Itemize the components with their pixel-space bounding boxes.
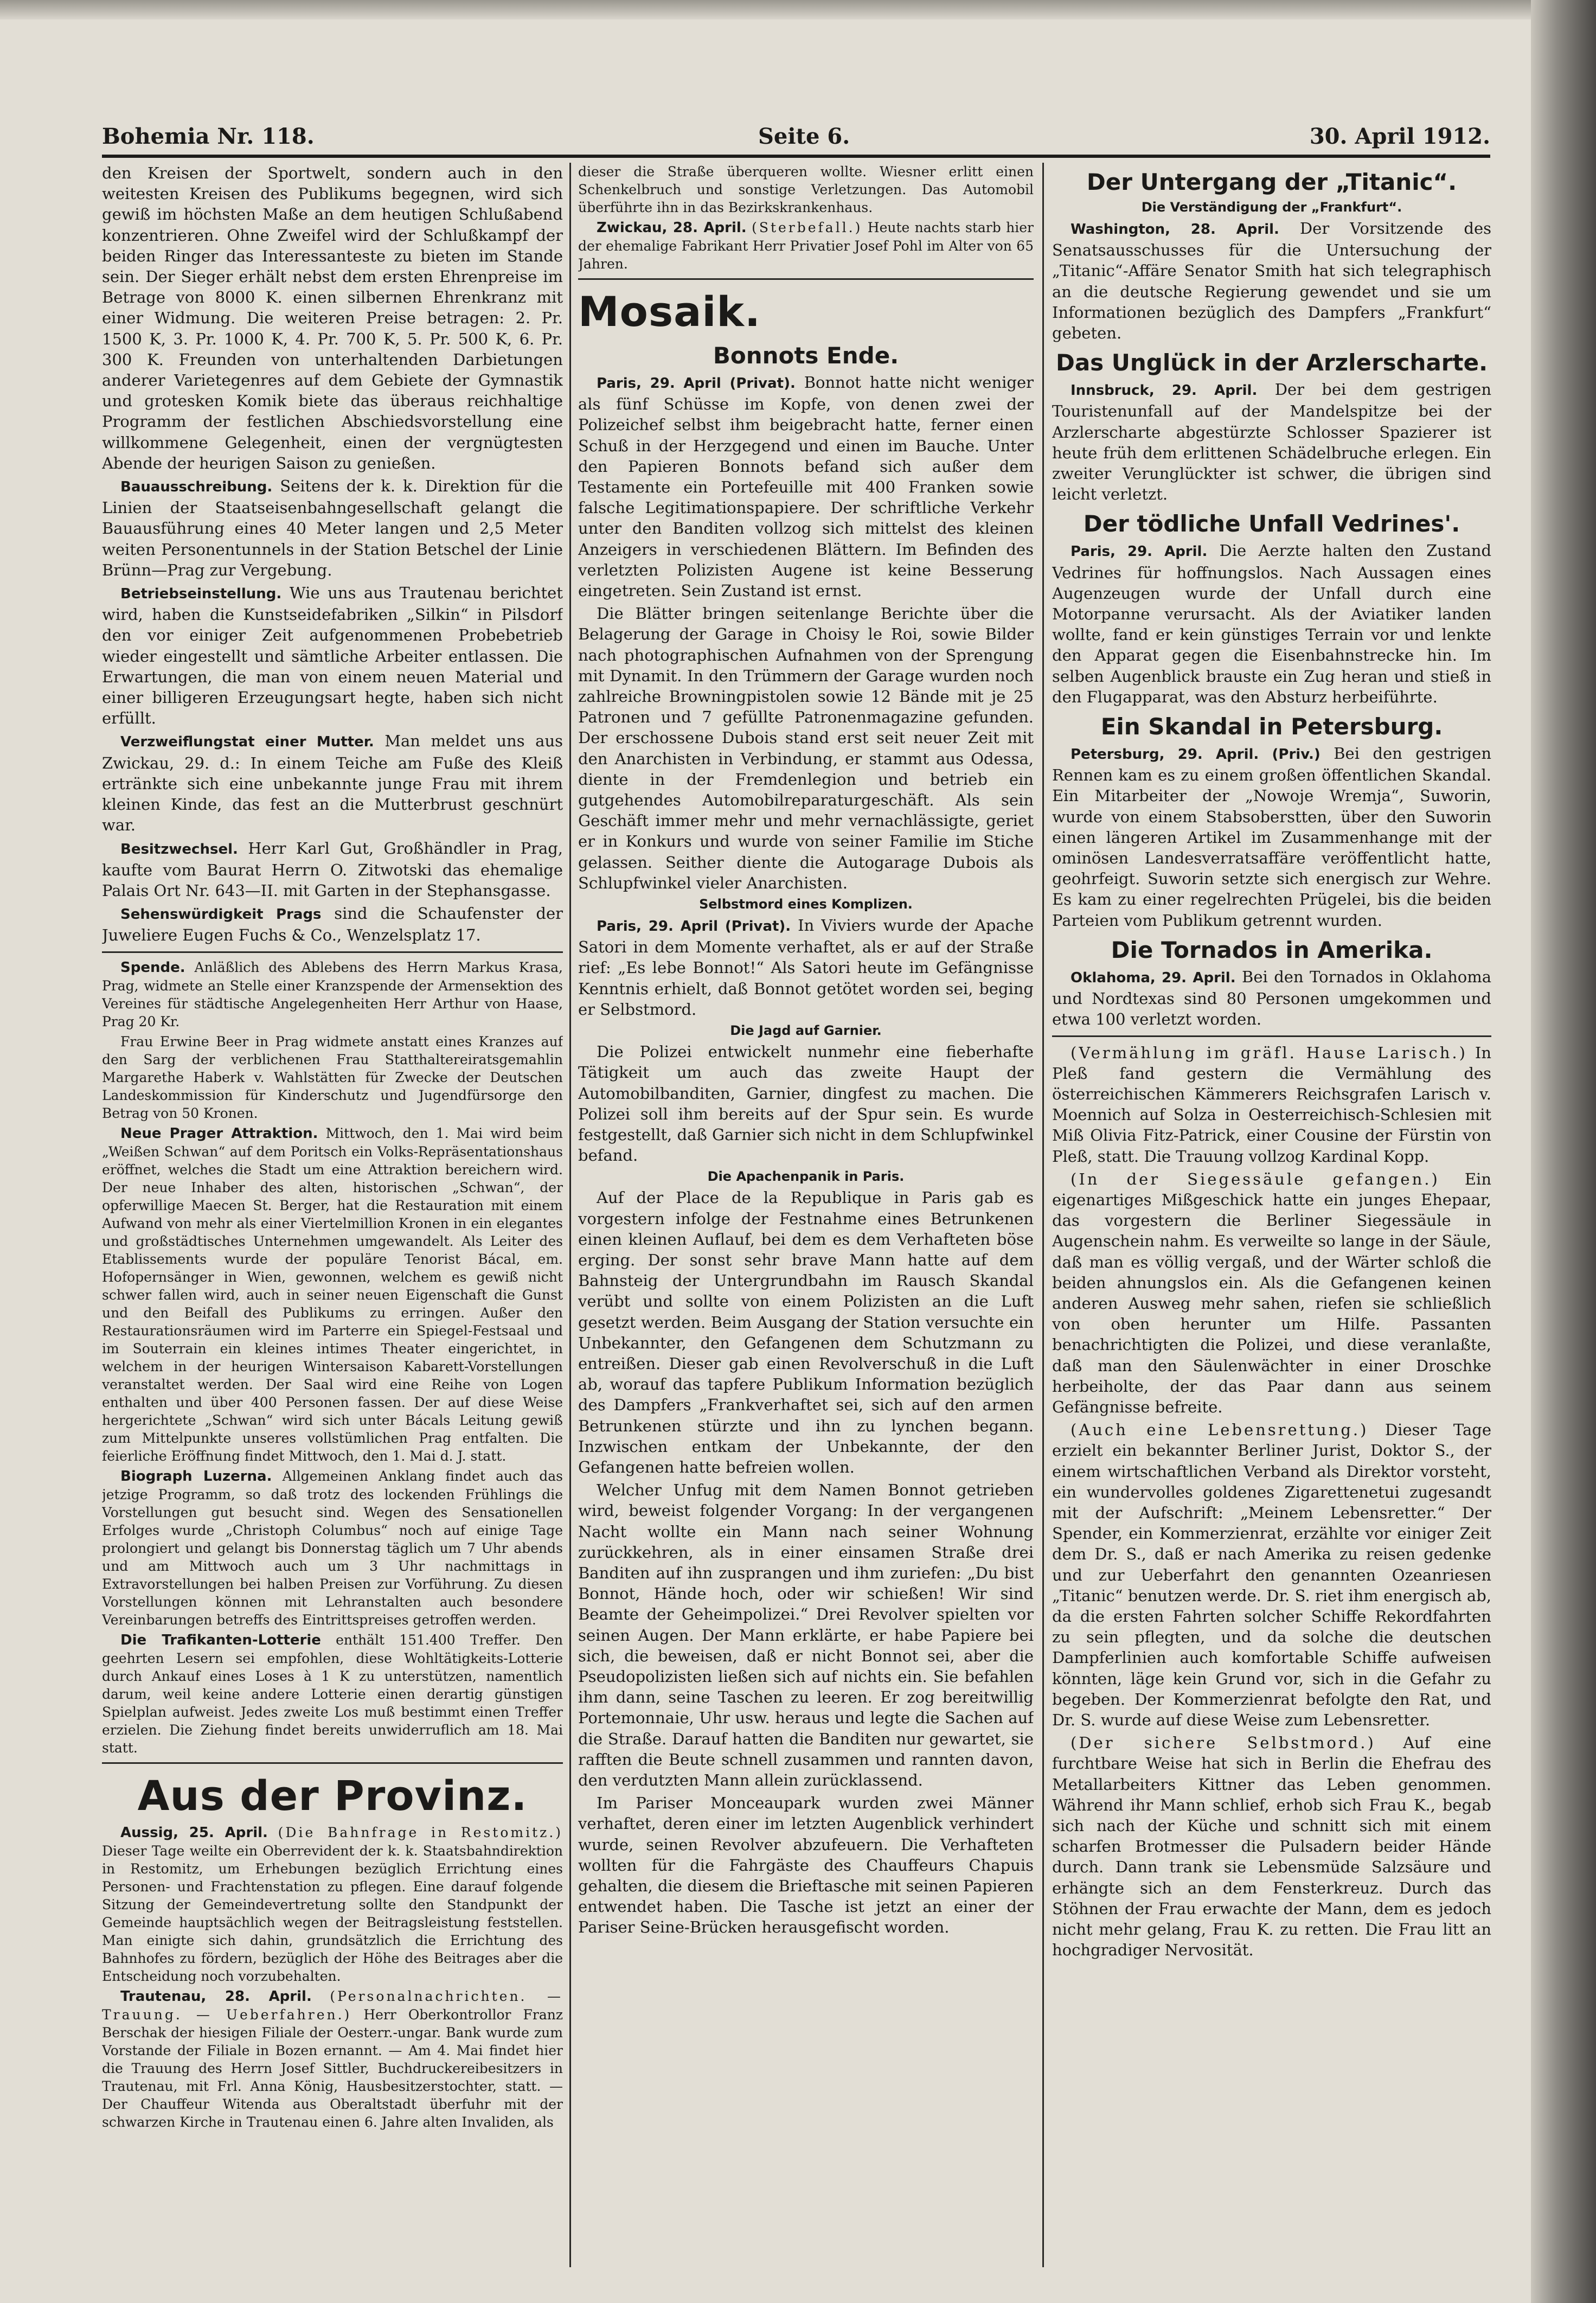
article-paragraph: Betriebseinstellung. Wie uns aus Trautenau berichtet wird, haben die Kunstseidefabriken „Silkin“ in Pilsdorf den vor einiger Zeit aufgenommenen Probebetrieb wieder eingestellt und sämtliche Arbeiter entlassen. Die Erwartungen, die man von einem neuen Material und einer billigeren Erzeugungsart hegte, haben sich nicht erfüllt. <box>102 584 563 728</box>
article-paragraph: Frau Erwine Beer in Prag widmete anstatt eines Kranzes auf den Sarg der verblichenen Frau Statthaltereiratsgemahlin Margarethe Haberk v. Wahlstätten für Zwecke der Deutschen Landeskommission für Kinderschutz und Jugendfürsorge den Betrag von 50 Kronen. <box>102 1033 563 1121</box>
article-paragraph: Verzweiflungstat einer Mutter. Man meldet uns aus Zwickau, 29. d.: In einem Teiche am Fuße des Kleiß ertränkte sich eine unbekannte junge Frau mit ihrem kleinen Kinde, das fest an die Mutterbrust geschnürt war. <box>102 732 563 835</box>
column-divider-1 <box>569 163 571 2267</box>
page-header <box>102 124 1490 156</box>
article-paragraph: Washington, 28. April. Der Vorsitzende des Senatsausschusses für die Untersuchung der „Titanic“-Affäre Senator Smith hat sich telegraphisch an die deutsche Regierung gewendet und sie um Informationen bezüglich des Dampfers „Frankfurt“ gebeten. <box>1052 219 1491 343</box>
article-paragraph: Die Blätter bringen seitenlange Berichte über die Belagerung der Garage in Choisy le Roi, sowie Bilder nach photographischen Aufnahmen von der Sprengung mit Dynamit. In den Trümmern der Garage wurden noch zahlreiche Browningpistolen sowie 12 Bände mit je 25 Patronen und 7 gefüllte Patronenmagazine gefunden. Der erschossene Dubois stand erst seit neuer Zeit mit den Anarchisten in Verbindung, er stammt aus Odessa, diente in der Fremdenlegion und betrieb ein gutgehendes Automobilreparaturgeschäft. Als sein Geschäft immer mehr und mehr vernachlässigte, geriet er in Konkurs und wurde von seiner Familie im Stiche gelassen. Seither diente die Autogarage Dubois als Schlupfwinkel vieler Anarchisten. <box>578 604 1034 892</box>
article-paragraph: (In der Siegessäule gefangen.) Ein eigenartiges Mißgeschick hatte ein junges Ehepaar, das vorgestern die Berliner Siegessäule in Augenschein nahm. Es verweilte so lange in der Säule, daß man es völlig vergaß, und der Wärter schloß die beiden ahnungslos ein. Als die Gefangenen keinen anderen Ausweg mehr sahen, riefen sie schließlich von oben herunter um Hilfe. Passanten benachrichtigten die Polizei, und diese veranlaßte, daß man den Säulenwächter in einer Droschke herbeiholte, der das Paar dann aus seinem Gefängnisse befreite. <box>1052 1169 1491 1416</box>
article-paragraph: Paris, 29. April (Privat). In Viviers wurde der Apache Satori in dem Momente verhaftet, als er auf der Straße rief: „Es lebe Bonnot!“ Als Satori heute im Gefängnisse Kenntnis erhielt, daß Bonnot getötet worden sei, beging er Selbstmord. <box>578 916 1034 1019</box>
masthead-issue: Bohemia Nr. 118. <box>102 124 315 149</box>
article-paragraph: Die Polizei entwickelt nunmehr eine fieberhafte Tätigkeit um auch das zweite Haupt der Automobilbanditen, Garnier, dingfest zu machen. Die Polizei soll ihm bereits auf der Spur sein. Es wurde festgestellt, daß Garnier sich nicht in dem Schlupfwinkel befand. <box>578 1042 1034 1165</box>
article-paragraph: Innsbruck, 29. April. Der bei dem gestrigen Touristenunfall auf der Mandelspitze bei der Arzlerscharte abgestürzte Schlosser Spazierer ist heute früh dem erlittenen Schädelbruche erlegen. Ein zweiter Verunglückter ist schwer, die übrigen sind leicht verletzt. <box>1052 380 1491 504</box>
headline-titanic: Der Untergang der „Titanic“. <box>1086 169 1457 195</box>
article-paragraph: Neue Prager Attraktion. Mittwoch, den 1. Mai wird beim „Weißen Schwan“ auf dem Poritsch ein Volks-Repräsentationshaus eröffnet, welches die Stadt um eine Attraktion bereichern wird. Der neue Inhaber des alten, historischen „Schwan“, der opferwillige Maecen St. Berger, hat die Restauration mit einem Aufwand von mehr als einer Viertelmillion Kronen in ein elegantes und großstädtisches Unternehmen umgewandelt. Als Leiter des Etablissements wurde der populäre Tenorist Bácal, em. Hofopernsänger in Wien, gewonnen, welchem es gewiß nicht schwer fallen wird, auch in seiner neuen Eigenschaft die Gunst und den Beifall des Publikums zu erringen. Außer den Restaurationsräumen wird im Parterre ein Spiegel-Festsaal und im Souterrain ein kleines intimes Theater eingerichtet, in welchem in der heurigen Wintersaison Kabarett-Vorstellungen veranstaltet werden. Der Saal wird eine Reihe von Logen enthalten und über 400 Personen fassen. Der auf diese Weise hergerichtete „Schwan“ wird sich unter Bácals Leitung gewiß zum Mittelpunkte unseres vollstümlichen Prag entfalten. Die feierliche Eröffnung findet Mittwoch, den 1. Mai d. J. statt. <box>102 1125 563 1464</box>
section-rule <box>102 951 563 953</box>
article-paragraph: Besitzwechsel. Herr Karl Gut, Großhändler in Prag, kaufte vom Baurat Herrn O. Zitwotski das ehemalige Palais Ort Nr. 643—II. mit Garten in der Stephansgasse. <box>102 839 563 900</box>
article-paragraph: Petersburg, 29. April. (Priv.) Bei den gestrigen Rennen kam es zu einem großen öffentlichen Skandal. Ein Mitarbeiter der „Nowoje Wremja“, Suworin, wurde von einem Stabsoberstten, über den Suworin einen längeren Artikel im Zusammenhange mit der ominösen Landesverratsaffäre veröffentlicht hatte, geohrfeigt. Suworin setzte sich energisch zur Wehre. Es kam zu einer regelrechten Prügelei, bis die beiden Parteien vom Publikum getrennt wurden. <box>1052 744 1491 930</box>
column-2 <box>578 163 1034 2267</box>
headline-arzlerscharte: Das Unglück in der Arzlerscharte. <box>1055 349 1488 376</box>
page-number: Seite 6. <box>758 124 850 149</box>
subhead-apachen: Die Apachenpanik in Paris. <box>707 1169 905 1185</box>
article-paragraph: Trautenau, 28. April. (Personalnachrichten. — Trauung. — Ueberfahren.) Herr Oberkontrollor Franz Berschak der hiesigen Filiale der Oesterr.-ungar. Bank wurde zum Vorstande der Filiale in Bozen ernannt. — Am 4. Mai findet hier die Trauung des Herrn Josef Sittler, Buchdruckereibesitzers in Trautenau, mit Frl. Anna König, Hausbesitzerstochter, statt. — Der Chauffeur Witenda aus Oberaltstadt überfuhr mit der schwarzen Kirche in Trautenau einen 6. Jahre alten Invaliden, als <box>102 1988 563 2130</box>
article-paragraph: Zwickau, 28. April. (Sterbefall.) Heute nachts starb hier der ehemalige Fabrikant Herr Privatier Josef Pohl im Alter von 65 Jahren. <box>578 220 1034 272</box>
headline-petersburg: Ein Skandal in Petersburg. <box>1100 713 1443 740</box>
article-paragraph: Spende. Anläßlich des Ablebens des Herrn Markus Krasa, Prag, widmete an Stelle einer Kranzspende der Armensektion des Vereines für städtische Angelegenheiten Herr Arthur von Haase, Prag 20 Kr. <box>102 959 563 1029</box>
section-title-provinz: Aus der Provinz. <box>137 1771 528 1820</box>
subhead-garnier: Die Jagd auf Garnier. <box>730 1023 882 1039</box>
article-paragraph: Paris, 29. April (Privat). Bonnot hatte nicht weniger als fünf Schüsse im Kopfe, von denen zwei der Polizeichef selbst ihm beigebracht hatte, ferner einen Schuß in der Herzgegend und einen im Bauche. Unter den Papieren Bonnots befand sich außer dem Testamente ein Portefeuille mit 400 Franken sowie falsche Legitimationspapiere. Der schriftliche Verkehr unter den Banditen vollzog sich mittelst des kleinen Anzeigers in verschiedenen Blättern. Im Befinden des verletzten Polizisten Augene ist keine Besserung eingetreten. Sein Zustand ist ernst. <box>578 373 1034 600</box>
section-rule <box>578 278 1034 280</box>
article-paragraph: Im Pariser Monceaupark wurden zwei Männer verhaftet, deren einer im letzten Augenblick verhindert wurde, seinen Revolver abzufeuern. Die Verhafteten wollten für die Fahrgäste des Chauffeurs Chapuis gehalten, die diesem die Brieftasche mit seinen Papieren entwendet haben. Die Tasche ist jetzt an einer der Pariser Seine-Brücken herausgefischt worden. <box>578 1794 1034 1937</box>
article-paragraph: Bauausschreibung. Seitens der k. k. Direktion für die Linien der Staatseisenbahngesellschaft gelangt die Bauausführung eines 40 Meter langen und 2,5 Meter weiten Personentunnels in der Station Betschel der Linie Brünn—Prag zur Vergebung. <box>102 477 563 579</box>
headline-tornados: Die Tornados in Amerika. <box>1111 936 1433 963</box>
article-paragraph: Sehenswürdigkeit Prags sind die Schaufenster der Juweliere Eugen Fuchs & Co., Wenzelsplatz 17. <box>102 904 563 945</box>
article-paragraph: (Auch eine Lebensrettung.) Dieser Tage erzielt ein bekannter Berliner Jurist, Doktor S., der einem wirtschaftlichen Verband als Direktor vorsteht, ein wundervolles goldenes Zigarettenetui zugesandt mit der Aufschrift: „Meinem Lebensretter.“ Der Spender, ein Kommerzienrat, erzählte vor einiger Zeit dem Dr. S., daß er nach Amerika zu reisen gedenke und zur Ueberfahrt den genannten Ozeanriesen „Titanic“ benutzen werde. Dr. S. riet ihm energisch ab, da die ersten Fahrten solcher Schiffe Rekordfahrten zu sein pflegten, und da solche die deutschen Dampferlinien auch komfortable Schiffe aufweisen könnten, läge kein Grund vor, sich in die Gefahr zu begeben. Der Kommerzienrat befolgte den Rat, und Dr. S. wurde auf diese Weise zum Lebensretter. <box>1052 1421 1491 1729</box>
article-paragraph: Die Trafikanten-Lotterie enthält 151.400 Treffer. Den geehrten Lesern sei empfohlen, diese Wohltätigkeits-Lotterie durch Ankauf eines Loses à 1 K zu unterstützen, namentlich darum, weil keine andere Lotterie einen derartig günstigen Spielplan aufweist. Jedes zweite Los muß bestimmt einen Treffer erzielen. Die Ziehung findet bereits unwiderruflich am 18. Mai statt. <box>102 1632 563 1756</box>
column-3 <box>1052 163 1491 2267</box>
header-rule <box>102 155 1490 158</box>
headline-vedrines: Der tödliche Unfall Vedrines'. <box>1083 510 1460 538</box>
column-1 <box>102 163 563 2267</box>
article-paragraph: dieser die Straße überqueren wollte. Wiesner erlitt einen Schenkelbruch und sonstige Verletzungen. Das Automobil überführte ihn in das Bezirkskrankenhaus. <box>578 164 1034 215</box>
article-paragraph: Paris, 29. April. Die Aerzte halten den Zustand Vedrines für hoffnungslos. Nach Aussagen eines Augenzeugen wurde der Unfall durch eine Motorpanne verursacht. Als der Aviatiker landen wollte, fand er kein günstiges Terrain vor und lenkte den Apparat gegen die Eisenbahnstrecke hin. Im selben Augenblick brauste ein Zug heran und stieß in den Flugapparat, was den Absturz herbeiführte. <box>1052 541 1491 706</box>
article-paragraph: Biograph Luzerna. Allgemeinen Anklang findet auch das jetzige Programm, so daß trotz des lockenden Frühlings die Vorstellungen gut besucht sind. Wegen des Sensationellen Erfolges wurde „Christoph Columbus“ noch auf einige Tage prolongiert und gelangt bis Donnerstag täglich um 7 Uhr abends und am Mittwoch auch um 3 Uhr nachmittags in Extravorstellungen bei halben Preisen zur Vorführung. Zu diesen Vorstellungen können mit Lehranstalten auch besondere Vereinbarungen betreffs des Eintrittspreises getroffen werden. <box>102 1468 563 1628</box>
article-paragraph: (Der sichere Selbstmord.) Auf eine furchtbare Weise hat sich in Berlin die Ehefrau des Metallarbeiters Kittner das Leben genommen. Während ihr Mann schlief, erhob sich Frau K., begab sich nach der Küche und schnitt sich mit einem scharfen Brotmesser die Pulsadern beider Hände durch. Dann trank sie Lebensmüde Salzsäure und erhängte sich an dem Fensterkreuz. Durch das Stöhnen der Frau erwachte der Mann, dem es jedoch nicht mehr gelang, Frau K. zu retten. Die Frau litt an hochgradiger Nervosität. <box>1052 1733 1491 1960</box>
article-paragraph: Welcher Unfug mit dem Namen Bonnot getrieben wird, beweist folgender Vorgang: In der vergangenen Nacht wollte ein Mann nach seiner Wohnung zurückkehren, als in einer einsamen Straße drei Banditen auf ihn zusprangen und ihm zuriefen: „Du bist Bonnot, Hände hoch, oder wir schießen! Wir sind Beamte der Geheimpolizei.“ Drei Revolver spielten vor seinen Augen. Der Mann erklärte, er habe Papiere bei sich, die beweisen, daß er nicht Bonnot sei, aber die Pseudopolizisten ließen sich auf nichts ein. Sie befahlen ihm dann, seine Taschen zu leeren. Er zog bereitwillig Portemonnaie, Uhr usw. heraus und legte die Sachen auf die Straße. Darauf hatten die Banditen nur gewartet, sie rafften die Beute schnell zusammen und rannten davon, den verdutzten Mann allein zurücklassend. <box>578 1481 1034 1789</box>
article-paragraph: Aussig, 25. April. (Die Bahnfrage in Restomitz.) Dieser Tage weilte ein Oberrevident der k. k. Staatsbahndirektion in Restomitz, um Erhebungen bezüglich Errichtung eines Personen- und Frachtenstation zu pflegen. Eine darauf folgende Sitzung der Gemeindevertretung sollte den Standpunkt der Gemeinde hauptsächlich wegen der Beitragsleistung feststellen. Man einigte sich dahin, grundsätzlich die Errichtung des Bahnhofes zu fördern, bezüglich der Höhe des Beitrages aber die Entscheidung noch vorzubehalten. <box>102 1824 563 1984</box>
subhead-frankfurt: Die Verständigung der „Frankfurt“. <box>1141 200 1402 215</box>
section-title-mosaik: Mosaik. <box>578 287 761 336</box>
issue-date: 30. April 1912. <box>1309 124 1490 149</box>
article-paragraph: (Vermählung im gräfl. Hause Larisch.) In Pleß fand gestern die Vermählung des österreichischen Kämmerers Reichsgrafen Larisch v. Moennich auf Solza in Oesterreichisch-Schlesien mit Miß Olivia Fitz-Patrick, einer Cousine der Fürstin von Pleß, statt. Die Trauung vollzog Kardinal Kopp. <box>1052 1043 1491 1166</box>
subhead-selbstmord: Selbstmord eines Komplizen. <box>699 897 913 912</box>
section-rule <box>1052 1035 1491 1037</box>
column-divider-2 <box>1042 163 1044 2267</box>
section-rule <box>102 1762 563 1764</box>
article-paragraph: Auf der Place de la Republique in Paris gab es vorgestern infolge der Festnahme eines Betrunkenen einen kleinen Auflauf, bei dem es dem Verhafteten böse erging. Der sonst sehr brave Mann hatte auf dem Bahnsteig der Untergrundbahn im Rausch Skandal verübt und sollte von einem Polizisten an die Luft gesetzt werden. Beim Ausgang der Station versuchte ein Unbekannter, den Gefangenen dem Schutzmann zu entreißen. Dieser gab einen Revolverschuß in die Luft ab, worauf das tapfere Publikum Information bezüglich des Dampfers „Frankverhaftet sei, sich auf den armen Betrunkenen stürzte und ihn zu lynchen begann. Inzwischen entkam der Unbekannte, der den Gefangenen hatte befreien wollen. <box>578 1188 1034 1476</box>
scan-edge-right <box>1531 0 1596 2303</box>
article-paragraph: den Kreisen der Sportwelt, sondern auch in den weitesten Kreisen des Publikums begegnen, wird sich gewiß im höchsten Maße an dem heutigen Schlußabend konzentrieren. Ohne Zweifel wird der Schlußkampf der beiden Ringer das Interessanteste zu bieten im Stande sein. Der Sieger erhält nebst dem ersten Ehrenpreise im Betrage von 8000 K. einen silbernen Ehrenkranz mit einer Widmung. Die weiteren Preise betragen: 2. Pr. 1500 K, 3. Pr. 1000 K, 4. Pr. 700 K, 5. Pr. 500 K, 6. Pr. 300 K. Freunden von unterhaltenden Darbietungen anderer Varietegenres auf dem Gebiete der Gymnastik und grotesken Komik biete das überaus reichhaltige Programm der festlichen Abschiedsvorstellung eine willkommene Gelegenheit, einen der vergnügtesten Abende der heurigen Saison zu genießen. <box>102 164 563 472</box>
headline-bonnot: Bonnots Ende. <box>713 342 899 369</box>
scan-edge-top <box>0 0 1596 20</box>
article-paragraph: Oklahoma, 29. April. Bei den Tornados in Oklahoma und Nordtexas sind 80 Personen umgekommen und etwa 100 verletzt worden. <box>1052 967 1491 1029</box>
